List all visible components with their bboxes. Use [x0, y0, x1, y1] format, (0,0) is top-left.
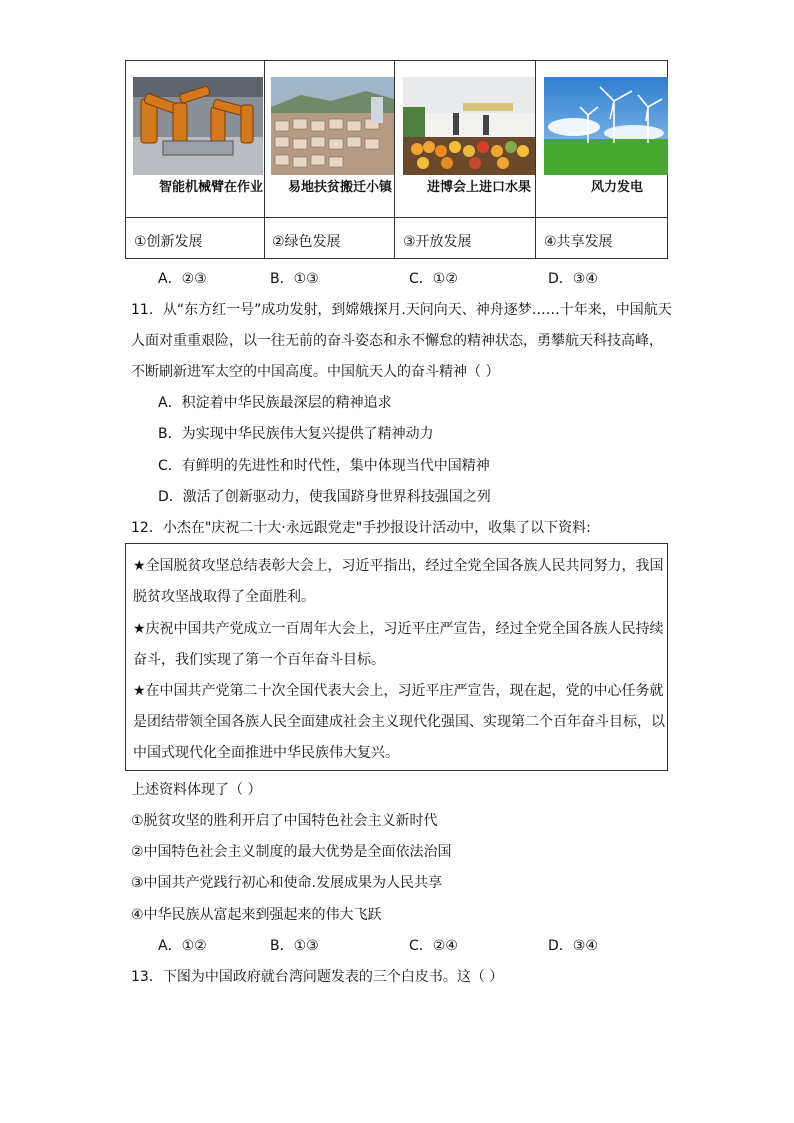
table-divider	[535, 61, 536, 258]
caption-town: 易地扶贫搬迁小镇	[288, 180, 393, 195]
q12-item-1: ①脱贫攻坚的胜利开启了中国特色社会主义新时代	[131, 813, 438, 829]
q12-item-3: ③中国共产党践行初心和使命.发展成果为人民共享	[131, 875, 442, 891]
robot-arm-photo	[133, 77, 263, 175]
option-innovation: ①创新发展	[134, 234, 203, 250]
table-divider	[394, 61, 395, 258]
material-line: ★在中国共产党第二十次全国代表大会上，习近平庄严宣告，现在起，党的中心任务就	[133, 683, 664, 699]
option-green: ②绿色发展	[272, 234, 341, 250]
q10-choice-a[interactable]: A．②③	[158, 271, 207, 287]
material-line: 中国式现代化全面推进中华民族伟大复兴。	[133, 745, 399, 761]
fruit-expo-photo	[403, 77, 535, 175]
table-divider	[126, 217, 667, 218]
q12-choice-b[interactable]: B．①③	[270, 938, 319, 954]
relocation-town-photo	[271, 77, 394, 175]
material-line: 脱贫攻坚战取得了全面胜利。	[133, 589, 315, 605]
q11-choice-b[interactable]: B．为实现中华民族伟大复兴提供了精神动力	[158, 426, 434, 442]
q12-material-box	[125, 543, 668, 771]
q12-choice-d[interactable]: D．③④	[548, 938, 598, 954]
q12-item-2: ②中国特色社会主义制度的最大优势是全面依法治国	[131, 844, 452, 860]
q10-choice-d[interactable]: D．③④	[548, 271, 598, 287]
material-line: 是团结带领全国各族人民全面建成社会主义现代化强国、实现第二个百年奋斗目标，以	[133, 714, 665, 730]
caption-wind: 风力发电	[591, 180, 644, 195]
q12-intro: 12．小杰在"庆祝二十大·永远跟党走"手抄报设计活动中，收集了以下资料:	[131, 520, 591, 536]
q11-stem-line: 不断刷新进军太空的中国高度。中国航天人的奋斗精神（ ）	[131, 364, 500, 380]
q12-choice-a[interactable]: A．①②	[158, 938, 207, 954]
q12-item-4: ④中华民族从富起来到强起来的伟大飞跃	[131, 907, 382, 923]
material-line: ★全国脱贫攻坚总结表彰大会上，习近平指出，经过全党全国各族人民共同努力，我国	[133, 558, 664, 574]
q10-choice-b[interactable]: B．①③	[270, 271, 319, 287]
q11-stem-line: 人面对重重艰险，以一往无前的奋斗姿态和永不懈怠的精神状态，勇攀航天科技高峰，	[131, 333, 663, 349]
illustration-table	[125, 60, 668, 259]
table-divider	[264, 61, 265, 258]
q12-stem: 上述资料体现了（ ）	[131, 782, 262, 798]
option-shared: ④共享发展	[544, 234, 613, 250]
material-line: 奋斗，我们实现了第一个百年奋斗目标。	[133, 652, 385, 668]
q11-choice-a[interactable]: A．积淀着中华民族最深层的精神追求	[158, 395, 392, 411]
caption-robot-arm: 智能机械臂在作业	[159, 180, 263, 195]
q11-choice-d[interactable]: D．激活了创新驱动力，使我国跻身世界科技强国之列	[158, 489, 491, 505]
q12-choice-c[interactable]: C．②④	[409, 938, 458, 954]
wind-power-photo	[544, 77, 668, 175]
q10-choice-c[interactable]: C．①②	[409, 271, 458, 287]
material-line: ★庆祝中国共产党成立一百周年大会上，习近平庄严宣告，经过全党全国各族人民持续	[133, 621, 664, 637]
q13-stem: 13．下图为中国政府就台湾问题发表的三个白皮书。这（ ）	[131, 969, 504, 985]
option-open: ③开放发展	[403, 234, 472, 250]
q11-choice-c[interactable]: C．有鲜明的先进性和时代性，集中体现当代中国精神	[158, 458, 490, 474]
q11-stem-line: 11．从“东方红一号”成功发射，到嫦娥探月.天问向天、神舟逐梦……十年来，中国航天	[131, 302, 672, 318]
caption-fruit: 进博会上进口水果	[427, 180, 532, 195]
